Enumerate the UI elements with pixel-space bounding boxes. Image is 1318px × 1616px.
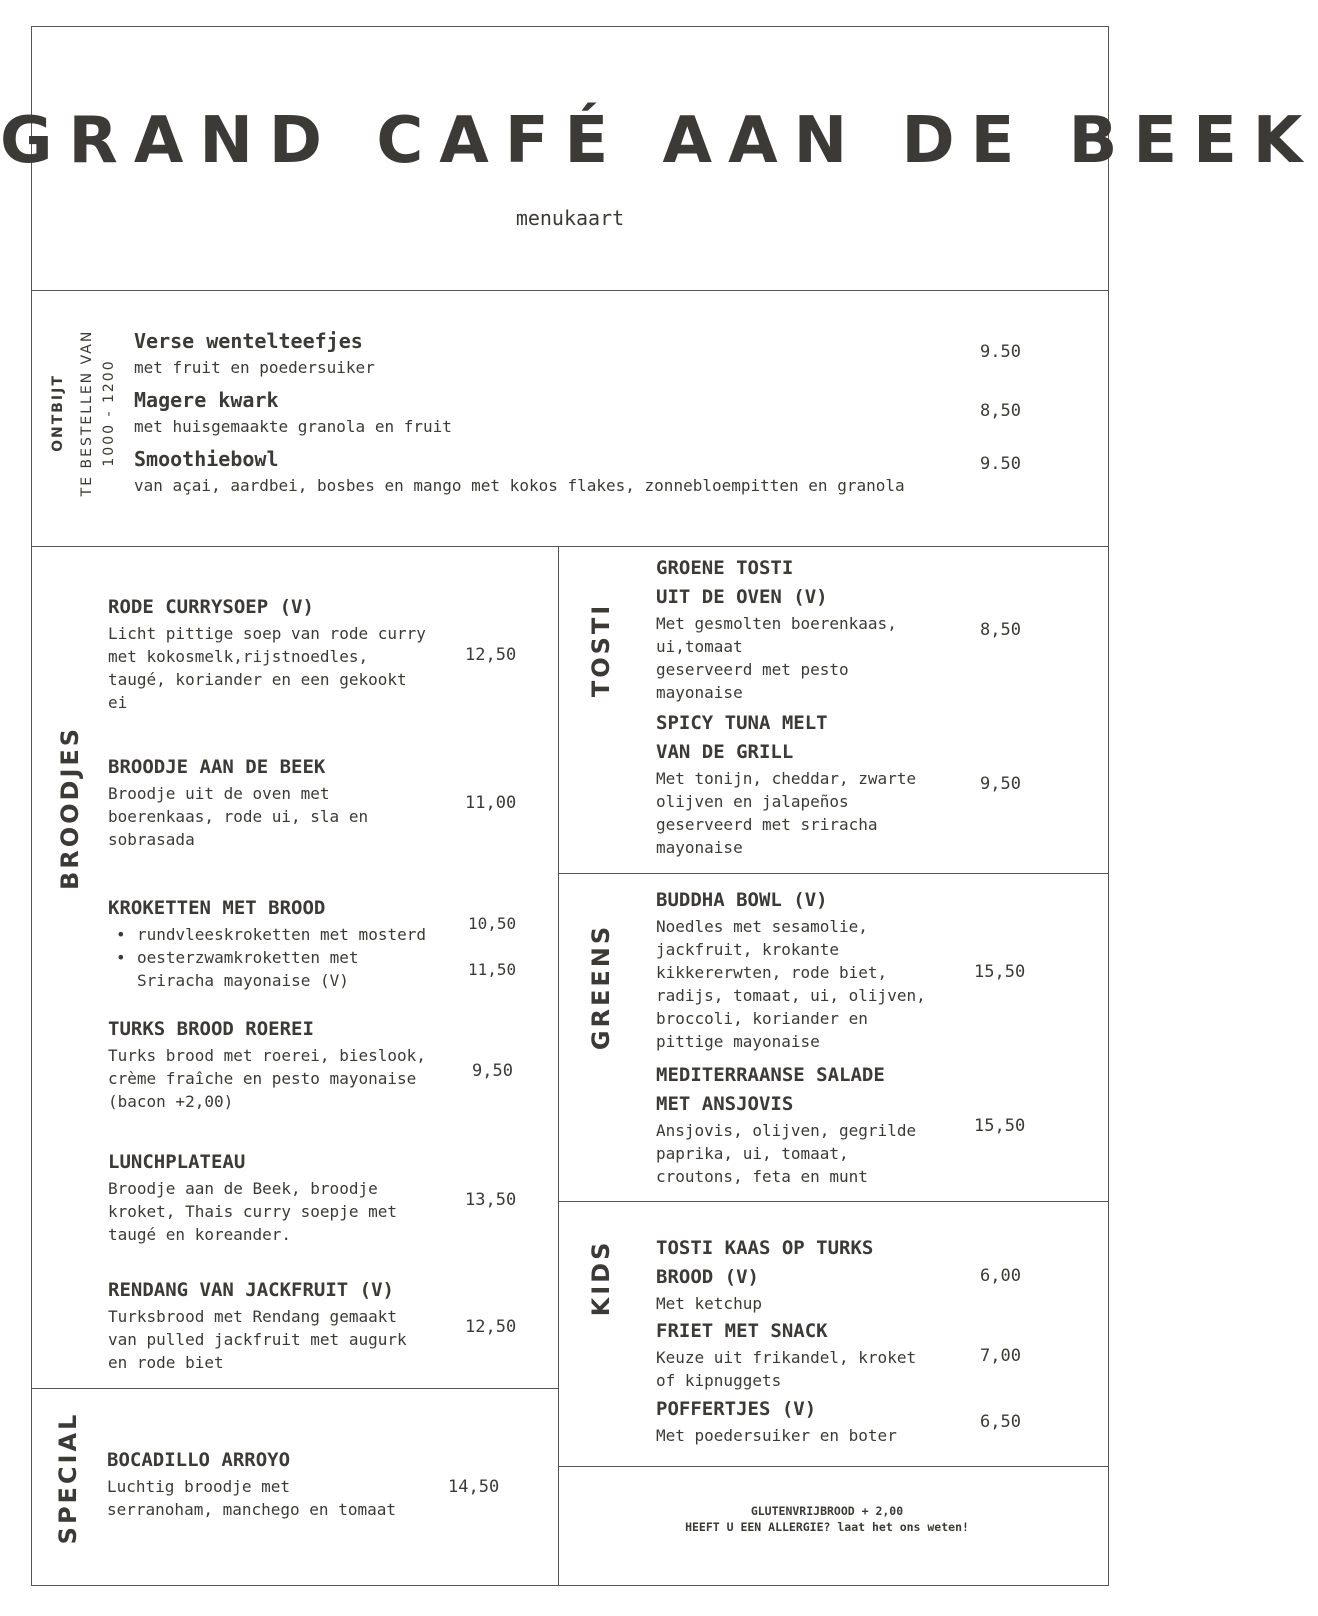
page-subtitle: menukaart bbox=[515, 206, 625, 230]
item-name: BOCADILLO ARROYO bbox=[107, 1449, 291, 1471]
item-price: 8,50 bbox=[980, 401, 1021, 421]
list-item: • oesterzwamkroketten met Sriracha mayonaise (V) bbox=[108, 946, 463, 992]
kroketten-options bbox=[108, 923, 463, 992]
item-price: 9,50 bbox=[472, 1061, 513, 1081]
footer-note bbox=[546, 1503, 1108, 1535]
item-price: 11,50 bbox=[468, 960, 517, 979]
menu-item-verse-wentelteefjes bbox=[134, 327, 954, 379]
menu-item-mediterraanse-salade bbox=[656, 1061, 956, 1188]
item-description: Met gesmolten boerenkaas, ui,tomaat geserveerd met pesto mayonaise bbox=[656, 614, 897, 702]
item-name: FRIET MET SNACK bbox=[656, 1320, 828, 1342]
ontbijt-hours-line2: 1000 - 1200 bbox=[101, 359, 117, 467]
allergy-note: HEEFT U EEN ALLERGIE? laat het ons weten! bbox=[685, 1520, 969, 1534]
menu-item-bocadillo-arroyo bbox=[107, 1446, 447, 1521]
item-description: Noedles met sesamolie, jackfruit, krokante kikkererwten, rode biet, radijs, tomaat, ui, olijven, broccoli, koriander en pittige mayonaise bbox=[656, 917, 926, 1051]
menu-item-groene-tosti bbox=[656, 554, 956, 704]
item-description: Keuze uit frikandel, kroket of kipnuggets bbox=[656, 1348, 917, 1390]
menu-item-poffertjes bbox=[656, 1395, 956, 1447]
item-name: BUDDHA BOWL (V) bbox=[656, 889, 828, 911]
divider-tosti bbox=[558, 873, 1109, 874]
item-description: Broodje uit de oven met boerenkaas, rode ui, sla en sobrasada bbox=[108, 784, 369, 849]
divider-kids bbox=[558, 1466, 1109, 1467]
item-name: KROKETTEN MET BROOD bbox=[108, 897, 326, 919]
menu-item-rode-currysoep bbox=[108, 593, 453, 714]
item-price: 9.50 bbox=[980, 342, 1021, 362]
item-description: Met tonijn, cheddar, zwarte olijven en jalapeños geserveerd met sriracha mayonaise bbox=[656, 769, 917, 857]
item-description: Licht pittige soep van rode curry met kokosmelk,rijstnoedles, taugé, koriander en een gekookt ei bbox=[108, 624, 426, 712]
item-description: Met ketchup bbox=[656, 1294, 762, 1313]
item-description: Turksbrood met Rendang gemaakt van pulled jackfruit met augurk en rode biet bbox=[108, 1307, 407, 1372]
menu-item-tosti-kaas bbox=[656, 1234, 956, 1315]
menu-item-kroketten-met-brood bbox=[108, 894, 463, 992]
item-description: Broodje aan de Beek, broodje kroket, Thais curry soepje met taugé en koreander. bbox=[108, 1179, 397, 1244]
item-price: 6,50 bbox=[980, 1412, 1021, 1432]
item-name: Smoothiebowl bbox=[134, 447, 279, 471]
divider-header bbox=[31, 290, 1109, 291]
list-item: • rundvleeskroketten met mosterd bbox=[108, 923, 463, 946]
item-name: POFFERTJES (V) bbox=[656, 1398, 817, 1420]
ontbijt-hours-line1: TE BESTELLEN VAN bbox=[79, 329, 95, 497]
item-description: Ansjovis, olijven, gegrilde paprika, ui, tomaat, croutons, feta en munt bbox=[656, 1121, 917, 1186]
menu-item-smoothiebowl bbox=[134, 445, 964, 497]
item-name: BROODJE AAN DE BEEK bbox=[108, 756, 326, 778]
menu-item-broodje-aan-de-beek bbox=[108, 753, 453, 851]
item-price: 8,50 bbox=[980, 620, 1021, 640]
item-price: 15,50 bbox=[974, 962, 1026, 982]
section-label-broodjes: BROODJES bbox=[56, 725, 84, 891]
menu-item-buddha-bowl bbox=[656, 886, 956, 1053]
menu-item-friet-met-snack bbox=[656, 1317, 956, 1392]
section-label-ontbijt: ONTBIJT bbox=[50, 374, 66, 452]
item-price: 7,00 bbox=[980, 1346, 1021, 1366]
item-name: LUNCHPLATEAU bbox=[108, 1151, 246, 1173]
item-name: RENDANG VAN JACKFRUIT (V) bbox=[108, 1279, 394, 1301]
item-description: met huisgemaakte granola en fruit bbox=[134, 417, 452, 436]
item-price: 9.50 bbox=[980, 454, 1021, 474]
section-label-greens: GREENS bbox=[587, 923, 615, 1051]
divider-greens bbox=[558, 1201, 1109, 1202]
page-title: GRAND CAFÉ AAN DE BEEK bbox=[0, 104, 1318, 178]
item-price: 15,50 bbox=[974, 1116, 1026, 1136]
item-name: GROENE TOSTI UIT DE OVEN (V) bbox=[656, 557, 828, 608]
item-description: Met poedersuiker en boter bbox=[656, 1426, 897, 1445]
item-description: met fruit en poedersuiker bbox=[134, 358, 375, 377]
menu-item-spicy-tuna-melt bbox=[656, 709, 956, 859]
item-description: van açai, aardbei, bosbes en mango met kokos flakes, zonnebloempitten en granola bbox=[134, 476, 905, 495]
item-price: 14,50 bbox=[448, 1477, 500, 1497]
item-price: 11,00 bbox=[465, 793, 517, 813]
item-price: 13,50 bbox=[465, 1190, 517, 1210]
item-price: 10,50 bbox=[468, 914, 517, 933]
item-price: 9,50 bbox=[980, 774, 1021, 794]
item-description: Turks brood met roerei, bieslook, crème fraîche en pesto mayonaise (bacon +2,00) bbox=[108, 1046, 426, 1111]
menu-item-lunchplateau bbox=[108, 1148, 453, 1246]
item-name: Verse wentelteefjes bbox=[134, 329, 363, 353]
item-name: RODE CURRYSOEP (V) bbox=[108, 596, 314, 618]
section-label-tosti: TOSTI bbox=[587, 602, 615, 698]
divider-columns bbox=[558, 546, 559, 1586]
divider-special bbox=[31, 1388, 559, 1389]
item-name: SPICY TUNA MELT VAN DE GRILL bbox=[656, 712, 828, 763]
item-description: Luchtig broodje met serranoham, manchego en tomaat bbox=[107, 1477, 396, 1519]
item-name: Magere kwark bbox=[134, 388, 279, 412]
gluten-free-note: GLUTENVRIJBROOD + 2,00 bbox=[750, 1504, 904, 1518]
menu-item-rendang-van-jackfruit bbox=[108, 1276, 453, 1374]
item-name: MEDITERRAANSE SALADE MET ANSJOVIS bbox=[656, 1064, 885, 1115]
section-label-kids: KIDS bbox=[587, 1239, 615, 1317]
menu-item-magere-kwark bbox=[134, 386, 954, 438]
divider-ontbijt bbox=[31, 546, 1109, 547]
section-label-special: SPECIAL bbox=[54, 1411, 82, 1545]
item-price: 12,50 bbox=[465, 1317, 517, 1337]
item-name: TOSTI KAAS OP TURKS BROOD (V) bbox=[656, 1237, 874, 1288]
menu-item-turks-brood-roerei bbox=[108, 1015, 463, 1113]
item-name: TURKS BROOD ROEREI bbox=[108, 1018, 314, 1040]
item-price: 6,00 bbox=[980, 1266, 1021, 1286]
item-price: 12,50 bbox=[465, 645, 517, 665]
ontbijt-hours bbox=[76, 330, 120, 497]
